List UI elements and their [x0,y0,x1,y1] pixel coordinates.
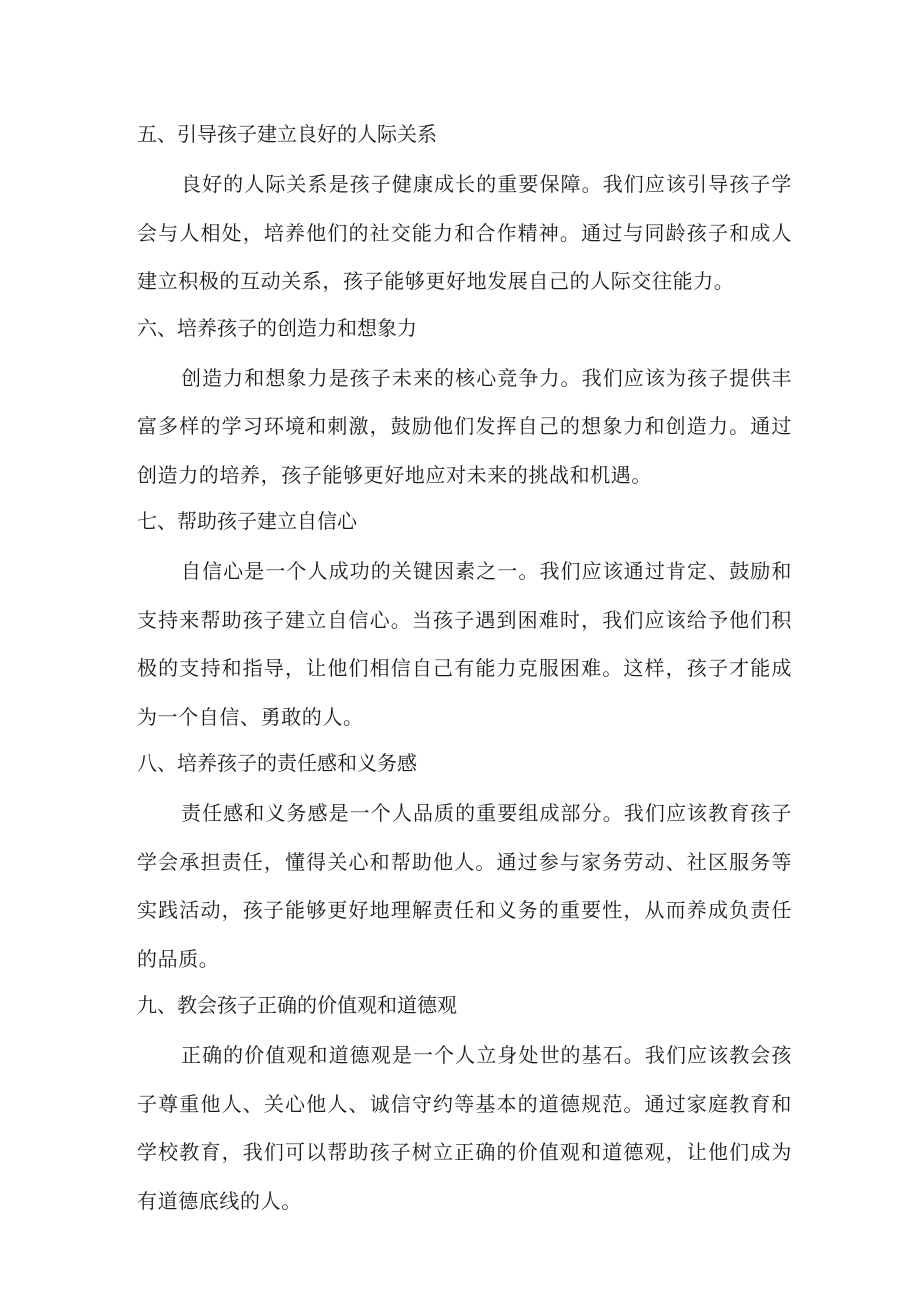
section-paragraph: 正确的价值观和道德观是一个人立身处世的基石。我们应该教会孩子尊重他人、关心他人、诚信守约等基本的道德规范。通过家庭教育和学校教育，我们可以帮助孩子树立正确的价值观和道德观，让他们成为有道德底线的人。 [137,1043,792,1213]
section-heading: 五、引导孩子建立良好的人际关系 [137,122,437,146]
section-heading: 六、培养孩子的创造力和想象力 [137,315,417,340]
section-paragraph: 良好的人际关系是孩子健康成长的重要保障。我们应该引导孩子学会与人相处，培养他们的社交能力和合作精神。通过与同龄孩子和成人建立积极的互动关系，孩子能够更好地发展自己的人际交往能力。 [137,172,792,293]
document-content [137,112,792,1225]
section-heading: 八、培养孩子的责任感和义务感 [137,751,417,775]
section-6 [137,306,792,500]
section-paragraph: 创造力和想象力是孩子未来的核心竞争力。我们应该为孩子提供丰富多样的学习环境和刺激，鼓励他们发挥自己的想象力和创造力。通过创造力的培养，孩子能够更好地应对未来的挑战和机遇。 [137,365,792,487]
section-8 [137,741,792,983]
section-paragraph: 责任感和义务感是一个人品质的重要组成部分。我们应该教育孩子学会承担责任，懂得关心和帮助他人。通过参与家务劳动、社区服务等实践活动，孩子能够更好地理解责任和义务的重要性，从而养成负责任的品质。 [137,801,792,971]
section-5 [137,112,792,306]
section-9 [137,983,792,1225]
section-paragraph: 自信心是一个人成功的关键因素之一。我们应该通过肯定、鼓励和支持来帮助孩子建立自信心。当孩子遇到困难时，我们应该给予他们积极的支持和指导，让他们相信自己有能力克服困难。这样，孩子才能成为一个自信、勇敢的人。 [137,559,792,729]
section-7 [137,499,792,741]
section-heading: 九、教会孩子正确的价值观和道德观 [137,993,457,1017]
section-heading: 七、帮助孩子建立自信心 [137,509,357,533]
